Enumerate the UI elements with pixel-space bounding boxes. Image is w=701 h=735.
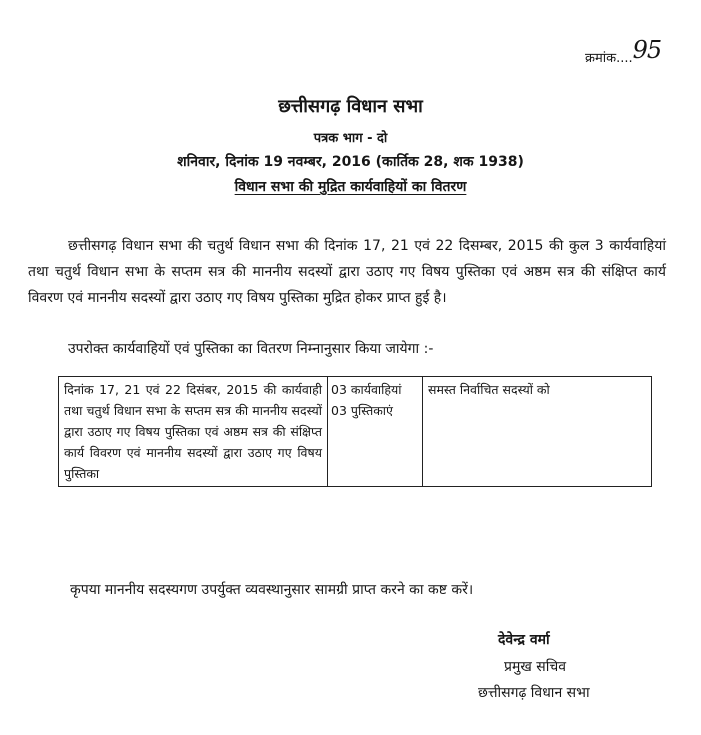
body-paragraph-2: उपरोक्त कार्यवाहियों एवं पुस्तिका का वितरण निम्नानुसार किया जायेगा :- [68, 341, 434, 357]
body-paragraph-1: छत्तीसगढ़ विधान सभा की चतुर्थ विधान सभा की दिनांक 17, 21 एवं 22 दिसम्बर, 2015 की कुल 3 कार्यवाहियां तथा चतुर्थ विधान सभा के सप्तम सत्र की माननीय सदस्यों द्वारा उठाए गए विषय पुस्तिका एवं अष्ठम सत्र की संक्षिप्त कार्य विवरण एवं माननीय सदस्यों द्वारा उठाए गए विषय पुस्तिका मुद्रित होकर प्राप्त हुई है। [28, 238, 666, 306]
signatory-designation: प्रमुख सचिव [504, 659, 567, 675]
serial-label: क्रमांक.... [585, 51, 633, 66]
table-row [59, 377, 652, 487]
document-heading: विधान सभा की मुद्रित कार्यवाहियों का वितरण [234, 179, 467, 195]
count-cell [328, 377, 423, 487]
recipients-cell: समस्त निर्वाचित सदस्यों को [423, 377, 652, 487]
document-heading-wrap [0, 177, 701, 196]
request-text: कृपया माननीय सदस्यगण उपर्युक्त व्यवस्थानुसार सामग्री प्राप्त करने का कष्ट करें। [70, 582, 474, 598]
document-title: छत्तीसगढ़ विधान सभा [278, 96, 423, 117]
document-dateline: शनिवार, दिनांक 19 नवम्बर, 2016 (कार्तिक 28, शक 1938) [177, 154, 524, 170]
count-proceedings: 03 कार्यवाहियां [331, 382, 402, 397]
serial-number [585, 36, 662, 68]
signatory-organization: छत्तीसगढ़ विधान सभा [478, 685, 590, 701]
serial-value: 95 [632, 36, 662, 64]
description-cell: दिनांक 17, 21 एवं 22 दिसंबर, 2015 की कार्यवाही तथा चतुर्थ विधान सभा के सप्तम सत्र की माननीय सदस्यों द्वारा उठाए गए विषय पुस्तिका एवं अष्ठम सत्र की संक्षिप्त कार्य विवरण एवं माननीय सदस्यों द्वारा उठाए गए विषय पुस्तिका [59, 377, 328, 487]
count-booklets: 03 पुस्तिकाएं [331, 403, 393, 418]
distribution-table [58, 376, 652, 487]
document-subtitle: पत्रक भाग - दो [313, 131, 388, 146]
signatory-name: देवेन्द्र वर्मा [498, 632, 550, 648]
